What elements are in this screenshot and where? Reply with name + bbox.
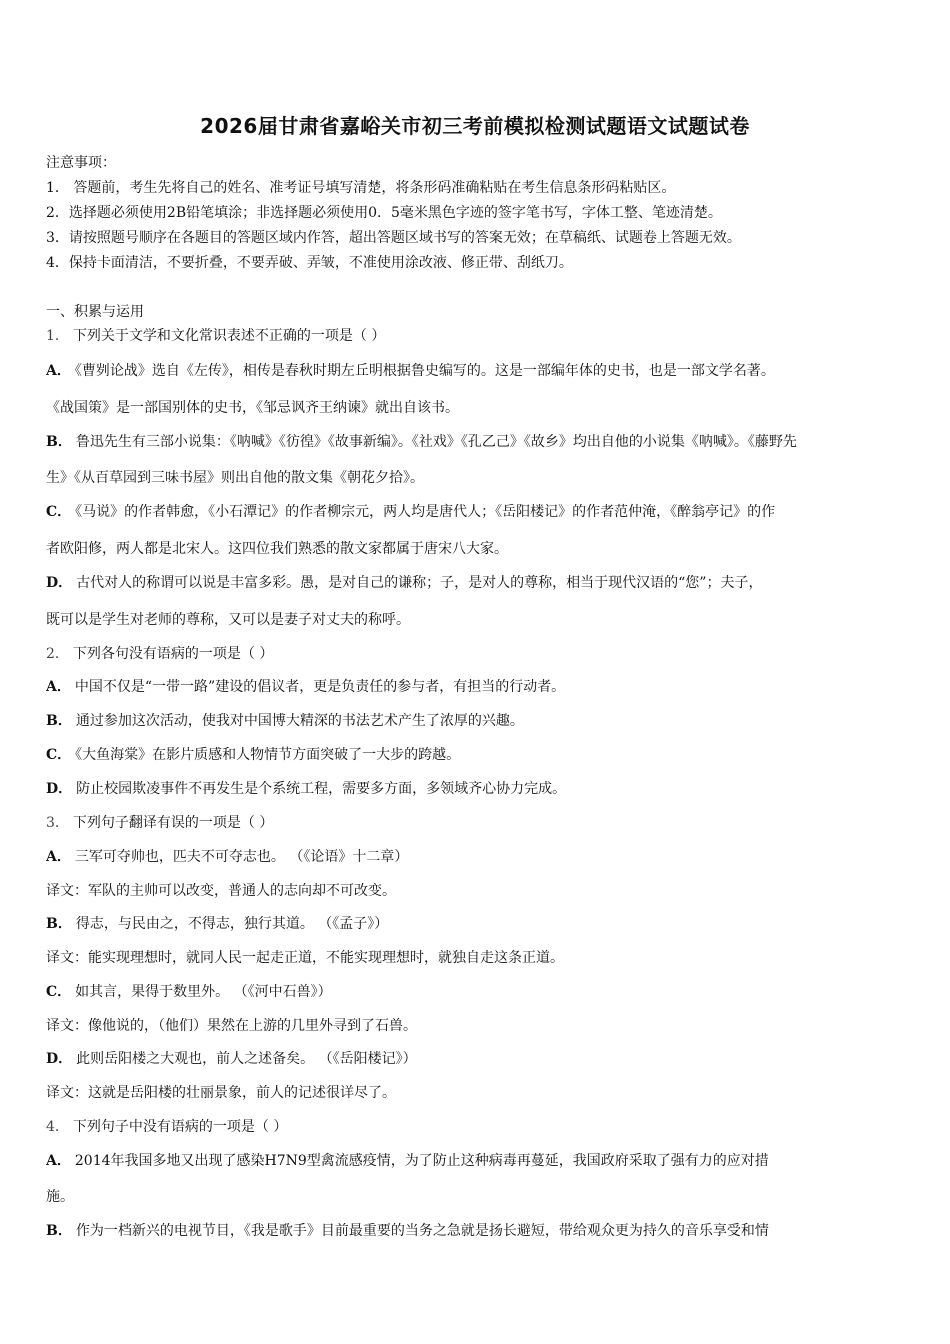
option-label: C． — [46, 504, 72, 520]
option-text: 防止校园欺凌事件不再发生是个系统工程，需要多方面，多领域齐心协力完成。 — [76, 781, 567, 797]
option-text: 《曹刿论战》选自《左传》，相传是春秋时期左丘明根据鲁史编写的。这是一部编年体的史书，也是一部文学名著。 — [74, 363, 775, 379]
q1-option-c — [46, 502, 910, 522]
option-text: 得志，与民由之，不得志，独行其道。 （《孟子》） — [75, 916, 389, 932]
option-text: 作为一档新兴的电视节目，《我是歌手》目前最重要的当务之急就是扬长避短，带给观众更为持久的音乐享受和情 — [75, 1223, 769, 1239]
option-label: A． — [46, 363, 71, 379]
option-label: B． — [46, 434, 72, 450]
q1-option-c-cont: 者欧阳修，两人都是北宋人。这四位我们熟悉的散文家都属于唐宋八大家。 — [46, 541, 508, 557]
question-text: 下列关于文学和文化常识表述不正确的一项是（ ） — [72, 328, 386, 344]
q4-option-a — [46, 1151, 910, 1171]
notice-item-3: 3．请按照题号顺序在各题目的答题区域内作答，超出答题区域书写的答案无效；在草稿纸、试题卷上答题无效。 — [46, 230, 741, 246]
q1-option-b-cont: 生》《从百草园到三味书屋》则出自他的散文集《朝花夕拾》。 — [46, 470, 424, 486]
q2-option-d — [46, 779, 910, 799]
option-label: B． — [46, 916, 72, 932]
question-number: 1． — [46, 328, 69, 344]
option-text: 通过参加这次活动，使我对中国博大精深的书法艺术产生了浓厚的兴趣。 — [75, 713, 524, 729]
q3-option-d — [46, 1049, 910, 1069]
q1-option-b — [46, 432, 910, 452]
q2-option-b — [46, 711, 910, 731]
question-number: 4． — [46, 1119, 69, 1135]
question-3-stem — [46, 813, 910, 833]
q1-option-d — [46, 573, 910, 593]
q3-option-b — [46, 914, 910, 934]
option-label: A． — [46, 679, 71, 695]
option-label: C． — [46, 984, 72, 1000]
notice-item-2: 2．选择题必须使用2B铅笔填涂；非选择题必须使用0．5毫米黑色字迹的签字笔书写，字体工整、笔迹清楚。 — [46, 205, 722, 221]
option-text: 鲁迅先生有三部小说集：《呐喊》《彷徨》《故事新编》。《社戏》《孔乙己》《故乡》均出自他的小说集《呐喊》。《藤野先 — [75, 434, 797, 450]
q3-option-b-translation: 译文：能实现理想时，就同人民一起走正道，不能实现理想时，就独自走这条正道。 — [46, 950, 564, 966]
option-label: D． — [46, 575, 73, 591]
q3-option-c-translation: 译文：像他说的，（他们）果然在上游的几里外寻到了石兽。 — [46, 1018, 417, 1034]
option-label: D． — [46, 1051, 73, 1067]
q2-option-c — [46, 745, 910, 765]
question-number: 2． — [46, 646, 69, 662]
option-text: 2014年我国多地又出现了感染H7N9型禽流感疫情，为了防止这种病毒再蔓延，我国政府采取了强有力的应对措 — [74, 1153, 769, 1169]
option-text: 中国不仅是“一带一路”建设的倡议者，更是负责任的参与者，有担当的行动者。 — [74, 679, 566, 695]
notice-item-1: 1． 答题前，考生先将自己的姓名、准考证号填写清楚，将条形码准确粘贴在考生信息条形码粘贴区。 — [46, 180, 676, 196]
option-text: 古代对人的称谓可以说是丰富多彩。愚，是对自己的谦称；子，是对人的尊称，相当于现代汉语的“您”；夫子， — [76, 575, 763, 591]
option-label: B． — [46, 713, 72, 729]
exam-title: 2026届甘肃省嘉峪关市初三考前模拟检测试题语文试题试卷 — [200, 114, 750, 138]
q3-option-c — [46, 982, 910, 1002]
q3-option-d-translation: 译文：这就是岳阳楼的壮丽景象，前人的记述很详尽了。 — [46, 1085, 396, 1101]
option-text: 《马说》的作者韩愈，《小石潭记》的作者柳宗元，两人均是唐代人；《岳阳楼记》的作者范仲淹，《醉翁亭记》的作 — [75, 504, 776, 520]
q1-option-d-cont: 既可以是学生对老师的尊称，又可以是妻子对丈夫的称呼。 — [46, 612, 410, 628]
question-text: 下列句子中没有语病的一项是（ ） — [72, 1119, 288, 1135]
question-text: 下列句子翻译有误的一项是（ ） — [72, 815, 274, 831]
q4-option-a-cont: 施。 — [46, 1189, 74, 1205]
q3-option-a-translation: 译文：军队的主帅可以改变，普通人的志向却不可改变。 — [46, 883, 396, 899]
option-text: 三军可夺帅也，匹夫不可夺志也。 （《论语》十二章） — [74, 849, 409, 865]
q3-option-a — [46, 847, 910, 867]
option-label: D． — [46, 781, 73, 797]
q1-option-a — [46, 361, 910, 381]
option-label: C． — [46, 747, 72, 763]
question-4-stem — [46, 1117, 910, 1137]
option-label: B． — [46, 1223, 72, 1239]
question-number: 3． — [46, 815, 69, 831]
notice-heading: 注意事项： — [46, 155, 116, 171]
option-label: A． — [46, 1153, 71, 1169]
q4-option-b — [46, 1221, 910, 1241]
question-2-stem — [46, 644, 910, 664]
option-text: 此则岳阳楼之大观也，前人之述备矣。 （《岳阳楼记》） — [76, 1051, 417, 1067]
q1-option-a-cont: 《战国策》是一部国别体的史书，《邹忌讽齐王纳谏》就出自该书。 — [46, 400, 459, 416]
option-label: A． — [46, 849, 71, 865]
option-text: 《大鱼海棠》在影片质感和人物情节方面突破了一大步的跨越。 — [75, 747, 461, 763]
question-1-stem — [46, 326, 910, 346]
q2-option-a — [46, 677, 910, 697]
question-text: 下列各句没有语病的一项是（ ） — [72, 646, 274, 662]
notice-item-4: 4．保持卡面清洁，不要折叠，不要弄破、弄皱，不准使用涂改液、修正带、刮纸刀。 — [46, 255, 573, 271]
section-heading: 一、积累与运用 — [46, 304, 144, 320]
option-text: 如其言，果得于数里外。 （《河中石兽》） — [75, 984, 332, 1000]
